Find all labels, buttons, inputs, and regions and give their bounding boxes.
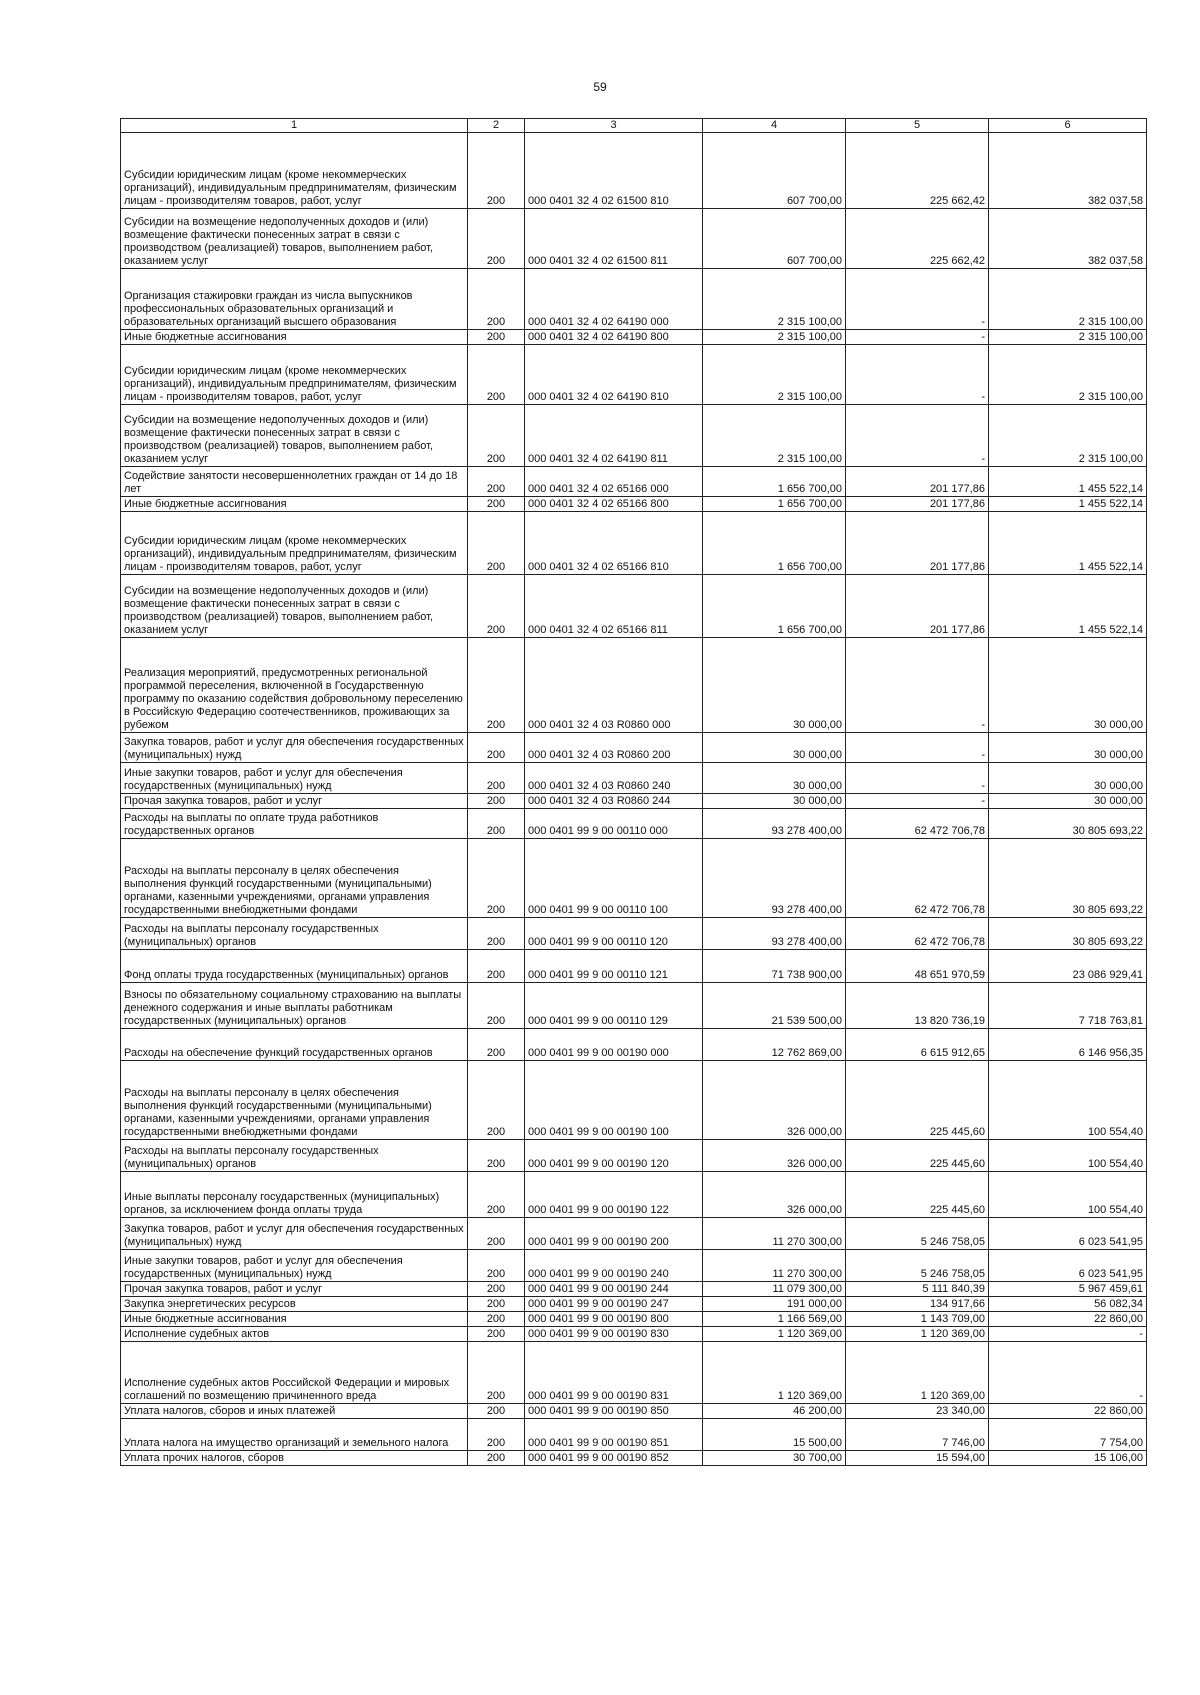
row-executed-amount: 225 662,42	[846, 209, 989, 269]
row-approved-amount: 2 315 100,00	[703, 269, 846, 330]
row-executed-amount: 201 177,86	[846, 467, 989, 497]
table-row	[121, 1172, 1147, 1218]
row-approved-amount: 607 700,00	[703, 209, 846, 269]
row-budget-code: 000 0401 99 9 00 00190 000	[525, 1029, 703, 1061]
row-approved-amount: 11 079 300,00	[703, 1282, 846, 1297]
row-approved-amount: 46 200,00	[703, 1404, 846, 1419]
table-row	[121, 1029, 1147, 1061]
row-code: 200	[468, 1061, 525, 1140]
row-name: Иные закупки товаров, работ и услуг для обеспечения государственных (муниципальных) нужд	[121, 763, 468, 794]
column-header: 1	[121, 119, 468, 133]
column-header: 4	[703, 119, 846, 133]
row-unexecuted-amount: -	[989, 1327, 1147, 1342]
row-code: 200	[468, 209, 525, 269]
row-approved-amount: 71 738 900,00	[703, 950, 846, 983]
row-code: 200	[468, 1312, 525, 1327]
row-budget-code: 000 0401 99 9 00 00110 121	[525, 950, 703, 983]
row-approved-amount: 93 278 400,00	[703, 809, 846, 839]
row-approved-amount: 326 000,00	[703, 1061, 846, 1140]
row-executed-amount: 1 120 369,00	[846, 1342, 989, 1404]
row-code: 200	[468, 1029, 525, 1061]
row-name: Субсидии на возмещение недополученных доходов и (или) возмещение фактически понесенных затрат в связи с производством (реализацией) товаров, выполнением работ, оказанием услуг	[121, 575, 468, 638]
row-executed-amount: 201 177,86	[846, 575, 989, 638]
row-code: 200	[468, 1342, 525, 1404]
table-body	[121, 133, 1147, 1466]
row-unexecuted-amount: 30 000,00	[989, 638, 1147, 733]
row-unexecuted-amount: 382 037,58	[989, 209, 1147, 269]
row-unexecuted-amount: 5 967 459,61	[989, 1282, 1147, 1297]
row-budget-code: 000 0401 32 4 02 64190 800	[525, 330, 703, 345]
row-budget-code: 000 0401 32 4 03 R0860 244	[525, 794, 703, 809]
row-budget-code: 000 0401 32 4 02 65166 800	[525, 497, 703, 512]
row-budget-code: 000 0401 32 4 02 64190 811	[525, 405, 703, 467]
row-code: 200	[468, 345, 525, 405]
table-row	[121, 983, 1147, 1029]
row-name: Исполнение судебных актов Российской Федерации и мировых соглашений по возмещению причиненного вреда	[121, 1342, 468, 1404]
row-unexecuted-amount: 56 082,34	[989, 1297, 1147, 1312]
row-approved-amount: 1 120 369,00	[703, 1342, 846, 1404]
row-name: Закупка товаров, работ и услуг для обеспечения государственных (муниципальных) нужд	[121, 733, 468, 763]
row-code: 200	[468, 575, 525, 638]
row-name: Расходы на обеспечение функций государственных органов	[121, 1029, 468, 1061]
row-name: Субсидии на возмещение недополученных доходов и (или) возмещение фактически понесенных затрат в связи с производством (реализацией) товаров, выполнением работ, оказанием услуг	[121, 405, 468, 467]
table-row	[121, 763, 1147, 794]
table-row	[121, 794, 1147, 809]
row-approved-amount: 1 166 569,00	[703, 1312, 846, 1327]
row-name: Иные бюджетные ассигнования	[121, 497, 468, 512]
row-budget-code: 000 0401 99 9 00 00190 200	[525, 1218, 703, 1250]
row-executed-amount: -	[846, 638, 989, 733]
row-approved-amount: 1 656 700,00	[703, 497, 846, 512]
row-unexecuted-amount: 6 023 541,95	[989, 1250, 1147, 1282]
row-code: 200	[468, 839, 525, 918]
row-code: 200	[468, 512, 525, 575]
row-approved-amount: 30 000,00	[703, 763, 846, 794]
row-executed-amount: -	[846, 763, 989, 794]
row-executed-amount: -	[846, 733, 989, 763]
row-approved-amount: 21 539 500,00	[703, 983, 846, 1029]
table-row	[121, 1061, 1147, 1140]
row-name: Расходы на выплаты персоналу государственных (муниципальных) органов	[121, 918, 468, 950]
row-approved-amount: 30 000,00	[703, 794, 846, 809]
row-name: Субсидии юридическим лицам (кроме некоммерческих организаций), индивидуальным предпринимателям, физическим лицам - производителям товаров, работ, услуг	[121, 133, 468, 209]
row-budget-code: 000 0401 32 4 02 61500 811	[525, 209, 703, 269]
row-unexecuted-amount: 100 554,40	[989, 1061, 1147, 1140]
row-executed-amount: -	[846, 330, 989, 345]
row-name: Реализация мероприятий, предусмотренных региональной программой переселения, включенной в Государственную программу по оказанию содействия добровольному переселению в Российскую Федерацию соотечественников, проживающих за рубежом	[121, 638, 468, 733]
row-approved-amount: 30 700,00	[703, 1451, 846, 1466]
table-row	[121, 733, 1147, 763]
row-executed-amount: 15 594,00	[846, 1451, 989, 1466]
row-budget-code: 000 0401 32 4 03 R0860 240	[525, 763, 703, 794]
row-unexecuted-amount: 30 000,00	[989, 794, 1147, 809]
row-approved-amount: 326 000,00	[703, 1140, 846, 1172]
row-unexecuted-amount: 30 000,00	[989, 763, 1147, 794]
row-unexecuted-amount: 7 718 763,81	[989, 983, 1147, 1029]
table-row	[121, 345, 1147, 405]
row-approved-amount: 607 700,00	[703, 133, 846, 209]
row-budget-code: 000 0401 32 4 02 64190 810	[525, 345, 703, 405]
column-header: 2	[468, 119, 525, 133]
row-name: Исполнение судебных актов	[121, 1327, 468, 1342]
row-name: Субсидии юридическим лицам (кроме некоммерческих организаций), индивидуальным предпринимателям, физическим лицам - производителям товаров, работ, услуг	[121, 345, 468, 405]
row-code: 200	[468, 1218, 525, 1250]
row-name: Субсидии на возмещение недополученных доходов и (или) возмещение фактически понесенных затрат в связи с производством (реализацией) товаров, выполнением работ, оказанием услуг	[121, 209, 468, 269]
budget-execution-table	[120, 118, 1147, 1466]
table-row	[121, 1404, 1147, 1419]
row-executed-amount: 225 662,42	[846, 133, 989, 209]
row-executed-amount: 5 246 758,05	[846, 1218, 989, 1250]
row-budget-code: 000 0401 32 4 02 64190 000	[525, 269, 703, 330]
row-approved-amount: 1 656 700,00	[703, 575, 846, 638]
row-unexecuted-amount: 30 805 693,22	[989, 839, 1147, 918]
row-approved-amount: 2 315 100,00	[703, 345, 846, 405]
row-budget-code: 000 0401 99 9 00 00190 851	[525, 1419, 703, 1451]
row-executed-amount: 225 445,60	[846, 1172, 989, 1218]
row-executed-amount: 201 177,86	[846, 512, 989, 575]
row-executed-amount: 13 820 736,19	[846, 983, 989, 1029]
row-unexecuted-amount: 1 455 522,14	[989, 575, 1147, 638]
row-name: Иные бюджетные ассигнования	[121, 330, 468, 345]
row-code: 200	[468, 133, 525, 209]
table-row	[121, 1250, 1147, 1282]
column-header: 6	[989, 119, 1147, 133]
row-unexecuted-amount: 1 455 522,14	[989, 512, 1147, 575]
row-unexecuted-amount: 22 860,00	[989, 1312, 1147, 1327]
row-executed-amount: -	[846, 794, 989, 809]
row-unexecuted-amount: 382 037,58	[989, 133, 1147, 209]
row-executed-amount: -	[846, 345, 989, 405]
table-row	[121, 1297, 1147, 1312]
row-name: Иные бюджетные ассигнования	[121, 1312, 468, 1327]
row-name: Субсидии юридическим лицам (кроме некоммерческих организаций), индивидуальным предпринимателям, физическим лицам - производителям товаров, работ, услуг	[121, 512, 468, 575]
table-row	[121, 512, 1147, 575]
row-approved-amount: 2 315 100,00	[703, 405, 846, 467]
row-code: 200	[468, 269, 525, 330]
row-budget-code: 000 0401 32 4 02 65166 811	[525, 575, 703, 638]
row-code: 200	[468, 983, 525, 1029]
row-budget-code: 000 0401 99 9 00 00190 122	[525, 1172, 703, 1218]
row-unexecuted-amount: -	[989, 1342, 1147, 1404]
table-row	[121, 1451, 1147, 1466]
row-executed-amount: 62 472 706,78	[846, 809, 989, 839]
row-budget-code: 000 0401 99 9 00 00110 000	[525, 809, 703, 839]
row-code: 200	[468, 467, 525, 497]
row-budget-code: 000 0401 99 9 00 00190 830	[525, 1327, 703, 1342]
row-executed-amount: 62 472 706,78	[846, 918, 989, 950]
row-approved-amount: 191 000,00	[703, 1297, 846, 1312]
row-name: Прочая закупка товаров, работ и услуг	[121, 1282, 468, 1297]
row-approved-amount: 326 000,00	[703, 1172, 846, 1218]
row-name: Расходы на выплаты персоналу в целях обеспечения выполнения функций государственными (муниципальными) органами, казенными учреждениями, органами управления государственными внебюджетными фондами	[121, 839, 468, 918]
row-approved-amount: 1 120 369,00	[703, 1327, 846, 1342]
row-code: 200	[468, 1451, 525, 1466]
row-name: Уплата прочих налогов, сборов	[121, 1451, 468, 1466]
column-header: 5	[846, 119, 989, 133]
row-code: 200	[468, 405, 525, 467]
row-code: 200	[468, 1297, 525, 1312]
row-executed-amount: 225 445,60	[846, 1140, 989, 1172]
row-unexecuted-amount: 22 860,00	[989, 1404, 1147, 1419]
row-unexecuted-amount: 1 455 522,14	[989, 467, 1147, 497]
row-unexecuted-amount: 2 315 100,00	[989, 345, 1147, 405]
row-unexecuted-amount: 100 554,40	[989, 1172, 1147, 1218]
page-number: 59	[593, 80, 607, 94]
row-name: Уплата налогов, сборов и иных платежей	[121, 1404, 468, 1419]
row-executed-amount: 134 917,66	[846, 1297, 989, 1312]
row-unexecuted-amount: 30 805 693,22	[989, 918, 1147, 950]
row-unexecuted-amount: 30 000,00	[989, 733, 1147, 763]
table-row	[121, 950, 1147, 983]
row-code: 200	[468, 638, 525, 733]
row-budget-code: 000 0401 99 9 00 00110 100	[525, 839, 703, 918]
row-approved-amount: 11 270 300,00	[703, 1218, 846, 1250]
row-budget-code: 000 0401 32 4 02 65166 810	[525, 512, 703, 575]
table-row	[121, 918, 1147, 950]
row-budget-code: 000 0401 32 4 02 65166 000	[525, 467, 703, 497]
row-code: 200	[468, 497, 525, 512]
row-unexecuted-amount: 23 086 929,41	[989, 950, 1147, 983]
row-executed-amount: 7 746,00	[846, 1419, 989, 1451]
row-budget-code: 000 0401 99 9 00 00110 120	[525, 918, 703, 950]
row-approved-amount: 11 270 300,00	[703, 1250, 846, 1282]
table-row	[121, 1140, 1147, 1172]
row-code: 200	[468, 950, 525, 983]
table-row	[121, 133, 1147, 209]
row-executed-amount: 1 143 709,00	[846, 1312, 989, 1327]
row-name: Фонд оплаты труда государственных (муниципальных) органов	[121, 950, 468, 983]
row-budget-code: 000 0401 99 9 00 00190 831	[525, 1342, 703, 1404]
table-row	[121, 809, 1147, 839]
row-executed-amount: 225 445,60	[846, 1061, 989, 1140]
row-approved-amount: 2 315 100,00	[703, 330, 846, 345]
table-row	[121, 405, 1147, 467]
row-name: Уплата налога на имущество организаций и земельного налога	[121, 1419, 468, 1451]
row-unexecuted-amount: 1 455 522,14	[989, 497, 1147, 512]
row-unexecuted-amount: 2 315 100,00	[989, 330, 1147, 345]
row-executed-amount: 5 111 840,39	[846, 1282, 989, 1297]
row-executed-amount: -	[846, 405, 989, 467]
row-name: Расходы на выплаты по оплате труда работников государственных органов	[121, 809, 468, 839]
row-code: 200	[468, 1282, 525, 1297]
row-unexecuted-amount: 15 106,00	[989, 1451, 1147, 1466]
row-budget-code: 000 0401 99 9 00 00110 129	[525, 983, 703, 1029]
row-code: 200	[468, 733, 525, 763]
row-approved-amount: 1 656 700,00	[703, 467, 846, 497]
row-executed-amount: 23 340,00	[846, 1404, 989, 1419]
row-approved-amount: 93 278 400,00	[703, 918, 846, 950]
row-name: Прочая закупка товаров, работ и услуг	[121, 794, 468, 809]
table-row	[121, 330, 1147, 345]
table-row	[121, 1342, 1147, 1404]
row-code: 200	[468, 763, 525, 794]
row-unexecuted-amount: 2 315 100,00	[989, 405, 1147, 467]
row-approved-amount: 30 000,00	[703, 733, 846, 763]
row-budget-code: 000 0401 32 4 03 R0860 200	[525, 733, 703, 763]
table-row	[121, 575, 1147, 638]
row-budget-code: 000 0401 99 9 00 00190 800	[525, 1312, 703, 1327]
table-row	[121, 1419, 1147, 1451]
row-name: Расходы на выплаты персоналу государственных (муниципальных) органов	[121, 1140, 468, 1172]
row-executed-amount: 48 651 970,59	[846, 950, 989, 983]
row-code: 200	[468, 330, 525, 345]
row-budget-code: 000 0401 99 9 00 00190 244	[525, 1282, 703, 1297]
row-approved-amount: 15 500,00	[703, 1419, 846, 1451]
row-unexecuted-amount: 30 805 693,22	[989, 809, 1147, 839]
row-executed-amount: 1 120 369,00	[846, 1327, 989, 1342]
row-budget-code: 000 0401 99 9 00 00190 247	[525, 1297, 703, 1312]
table-row	[121, 1327, 1147, 1342]
row-budget-code: 000 0401 99 9 00 00190 852	[525, 1451, 703, 1466]
row-name: Иные закупки товаров, работ и услуг для обеспечения государственных (муниципальных) нужд	[121, 1250, 468, 1282]
table-row	[121, 1312, 1147, 1327]
row-name: Иные выплаты персоналу государственных (муниципальных) органов, за исключением фонда оплаты труда	[121, 1172, 468, 1218]
table-row	[121, 269, 1147, 330]
row-approved-amount: 12 762 869,00	[703, 1029, 846, 1061]
row-name: Закупка товаров, работ и услуг для обеспечения государственных (муниципальных) нужд	[121, 1218, 468, 1250]
row-unexecuted-amount: 2 315 100,00	[989, 269, 1147, 330]
row-code: 200	[468, 1419, 525, 1451]
row-code: 200	[468, 1404, 525, 1419]
row-code: 200	[468, 1250, 525, 1282]
row-name: Расходы на выплаты персоналу в целях обеспечения выполнения функций государственными (муниципальными) органами, казенными учреждениями, органами управления государственными внебюджетными фондами	[121, 1061, 468, 1140]
header-row	[121, 119, 1147, 133]
row-budget-code: 000 0401 99 9 00 00190 100	[525, 1061, 703, 1140]
row-name: Организация стажировки граждан из числа выпускников профессиональных образовательных организаций и образовательных организаций высшего образования	[121, 269, 468, 330]
row-code: 200	[468, 1327, 525, 1342]
row-code: 200	[468, 1172, 525, 1218]
row-budget-code: 000 0401 99 9 00 00190 240	[525, 1250, 703, 1282]
row-executed-amount: 6 615 912,65	[846, 1029, 989, 1061]
row-executed-amount: 201 177,86	[846, 497, 989, 512]
table-row	[121, 467, 1147, 497]
table-row	[121, 1282, 1147, 1297]
row-budget-code: 000 0401 32 4 03 R0860 000	[525, 638, 703, 733]
row-code: 200	[468, 1140, 525, 1172]
table-row	[121, 1218, 1147, 1250]
row-executed-amount: 5 246 758,05	[846, 1250, 989, 1282]
row-budget-code: 000 0401 99 9 00 00190 120	[525, 1140, 703, 1172]
row-name: Содействие занятости несовершеннолетних граждан от 14 до 18 лет	[121, 467, 468, 497]
row-executed-amount: -	[846, 269, 989, 330]
row-executed-amount: 62 472 706,78	[846, 839, 989, 918]
column-header: 3	[525, 119, 703, 133]
table-row	[121, 209, 1147, 269]
row-budget-code: 000 0401 32 4 02 61500 810	[525, 133, 703, 209]
row-name: Взносы по обязательному социальному страхованию на выплаты денежного содержания и иные выплаты работникам государственных (муниципальных) органов	[121, 983, 468, 1029]
row-unexecuted-amount: 6 023 541,95	[989, 1218, 1147, 1250]
row-code: 200	[468, 794, 525, 809]
row-code: 200	[468, 809, 525, 839]
row-unexecuted-amount: 100 554,40	[989, 1140, 1147, 1172]
table-row	[121, 839, 1147, 918]
row-approved-amount: 30 000,00	[703, 638, 846, 733]
row-name: Закупка энергетических ресурсов	[121, 1297, 468, 1312]
row-unexecuted-amount: 7 754,00	[989, 1419, 1147, 1451]
row-approved-amount: 1 656 700,00	[703, 512, 846, 575]
row-budget-code: 000 0401 99 9 00 00190 850	[525, 1404, 703, 1419]
row-approved-amount: 93 278 400,00	[703, 839, 846, 918]
row-unexecuted-amount: 6 146 956,35	[989, 1029, 1147, 1061]
table-row	[121, 638, 1147, 733]
row-code: 200	[468, 918, 525, 950]
table-row	[121, 497, 1147, 512]
